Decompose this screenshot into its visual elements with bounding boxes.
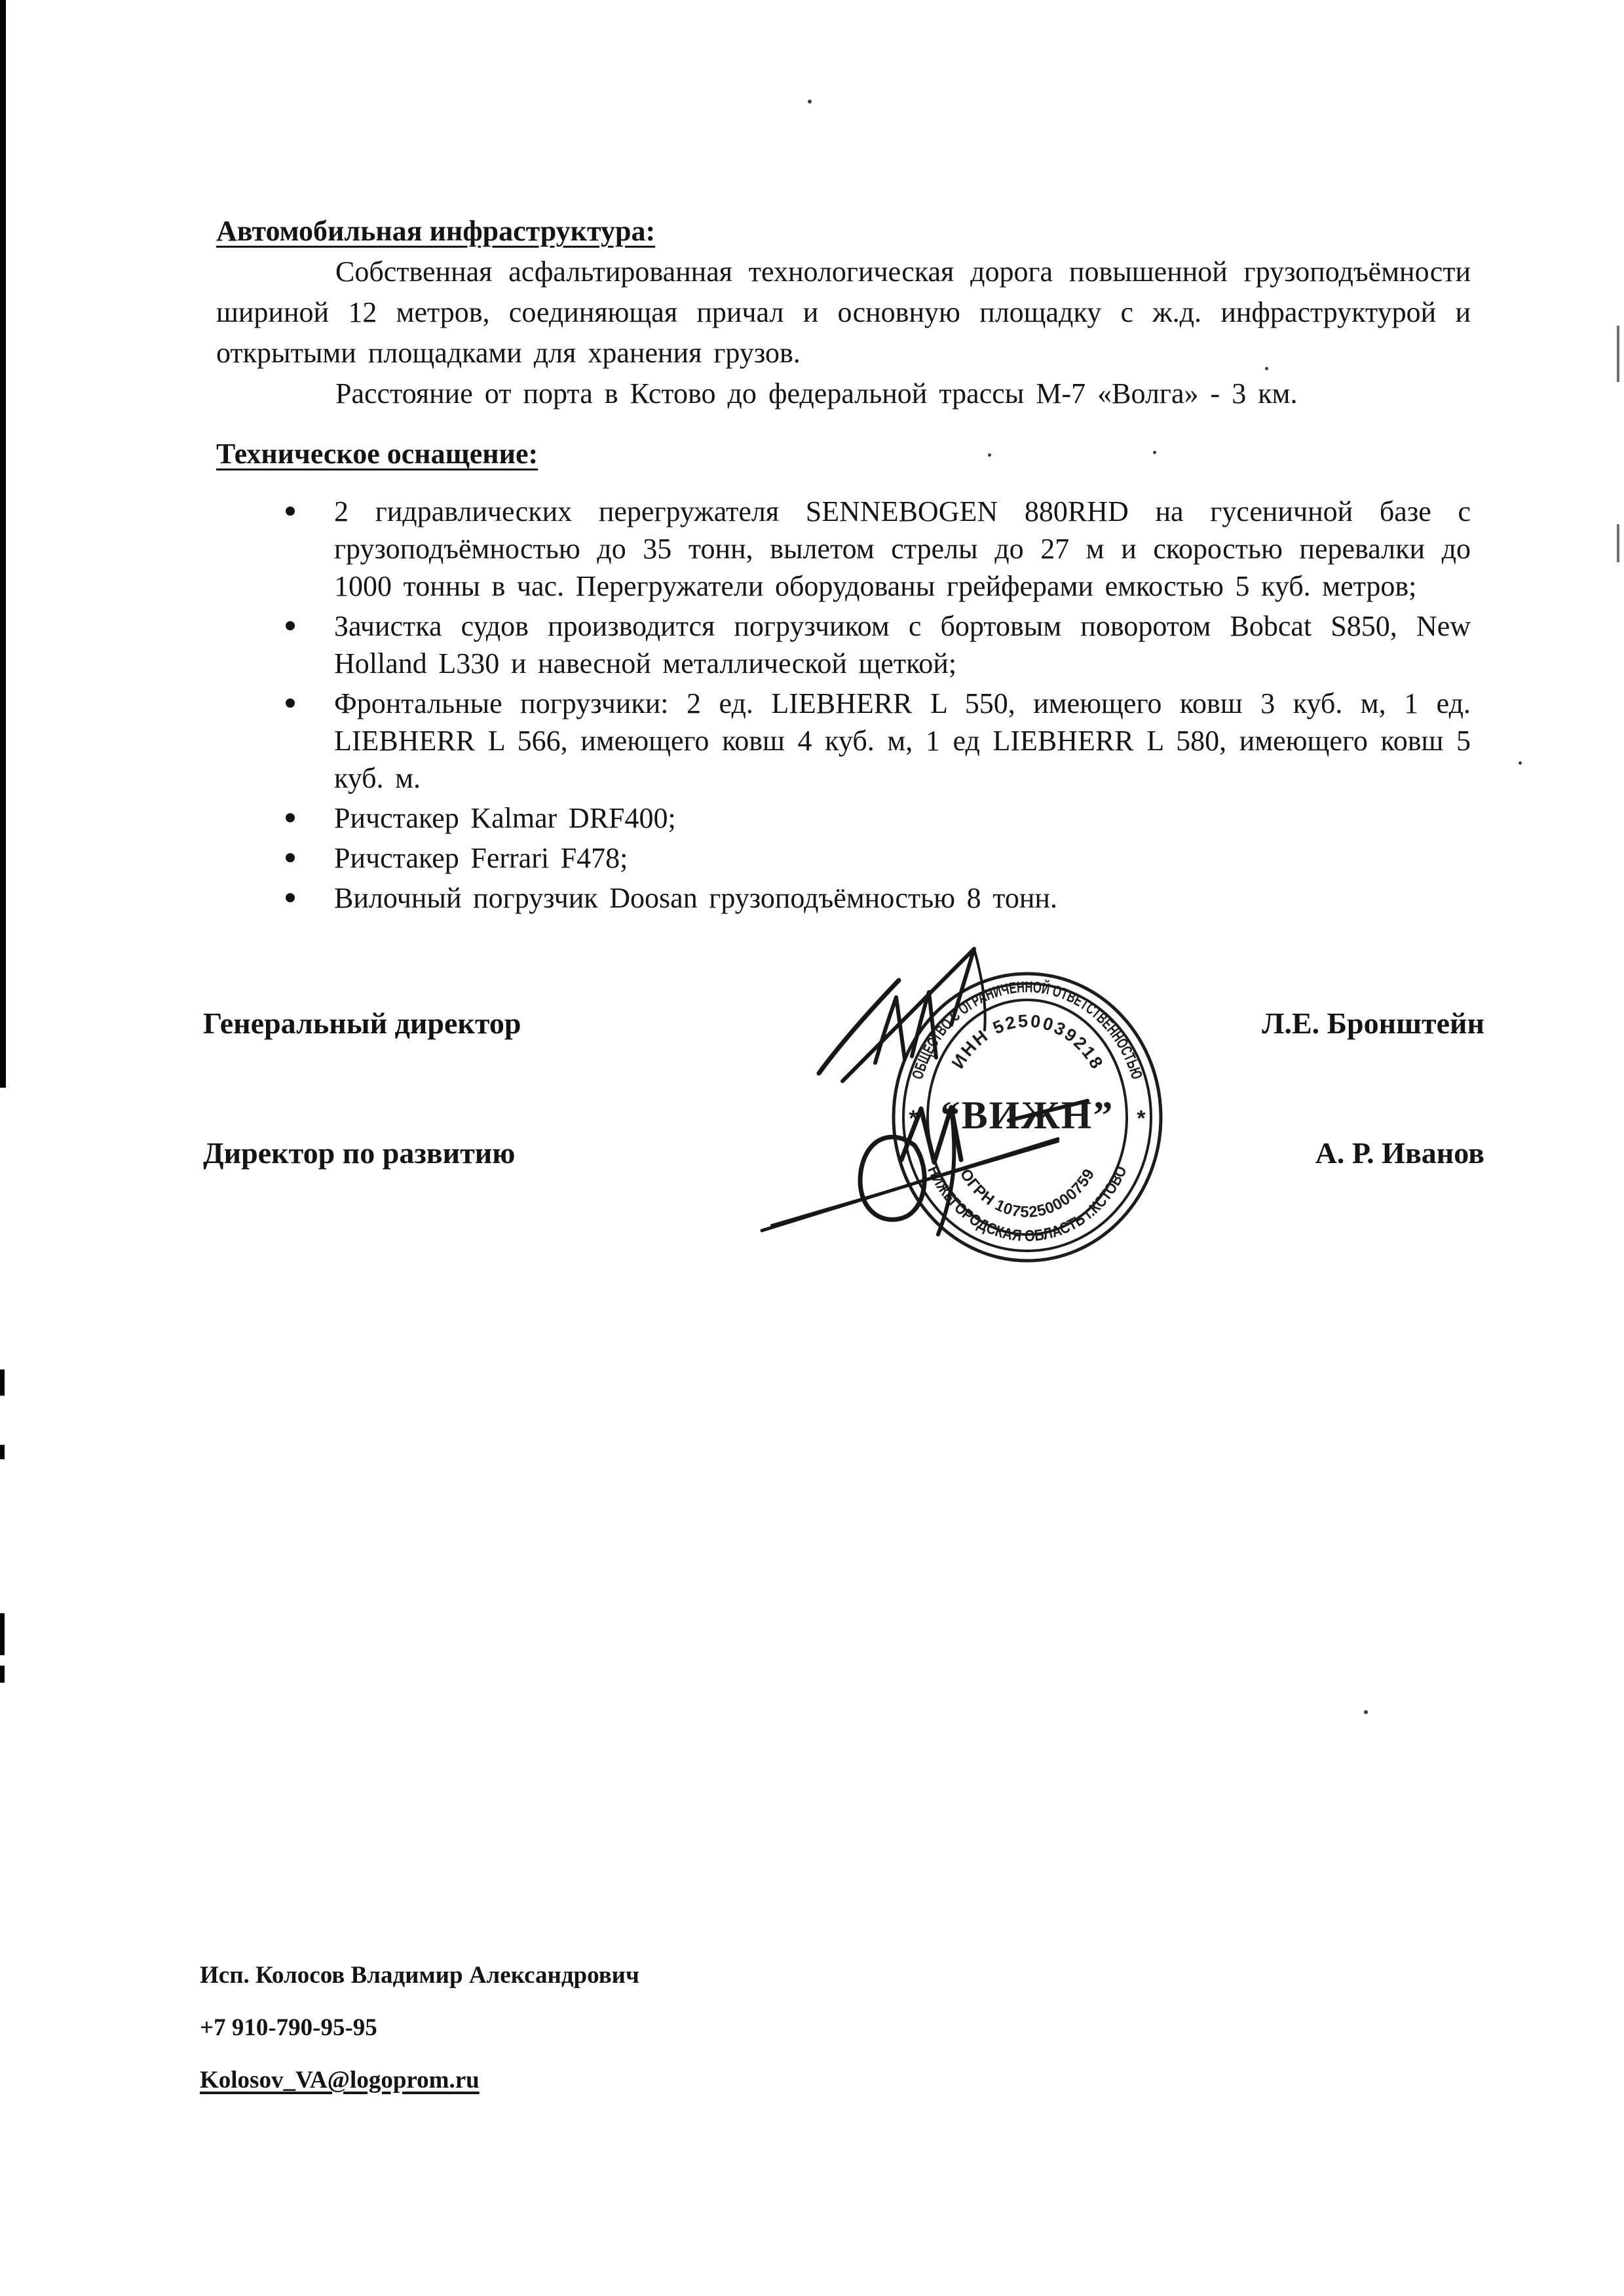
scan-edge-dash — [0, 1369, 5, 1396]
seal-ogrn-text: ОГРН 1075250000759 — [956, 1166, 1099, 1221]
seal-star-right: * — [1137, 1106, 1146, 1131]
job-title-general-director: Генеральный директор — [203, 1006, 521, 1040]
bullet-marker-icon — [286, 853, 295, 862]
equipment-item-text: Зачистка судов производится погрузчиком с бортовым поворотом Bobcat S850, New Holland L330 и навесной металлической щеткой; — [334, 610, 1471, 679]
document-body — [216, 211, 1471, 919]
distance-note: Расстояние от порта в Кстово до федеральной трассы М-7 «Волга» - 3 км. — [335, 377, 1298, 410]
bullet-marker-icon — [286, 698, 295, 708]
handwritten-signatures — [721, 885, 1192, 1291]
name-bronstein: Л.Е. Бронштейн — [1262, 1006, 1484, 1040]
list-item — [216, 493, 1471, 605]
scan-edge-dash — [0, 1666, 5, 1683]
equipment-item-text: Ричстакер Kalmar DRF400; — [334, 802, 676, 834]
executor-contact-block — [200, 1949, 639, 2107]
road-infrastructure-heading: Автомобильная инфраструктура: — [216, 215, 656, 247]
seal-outer-bottom-text: НИЖЕГОРОДСКАЯ ОБЛАСТЬ г.КСТОВО — [924, 1162, 1132, 1246]
scan-speck — [1519, 761, 1522, 765]
list-item — [216, 799, 1471, 837]
road-infrastructure-paragraph: Собственная асфальтированная технологическая дорога повышенной грузоподъёмности шириной 12 метров, соединяющая причал и основную площадку с ж.д. инфраструктурой и открытыми площадками для хранения грузов. — [216, 256, 1471, 369]
seal-star-left: * — [909, 1106, 918, 1131]
executor-email: Kolosov_VA@logoprom.ru — [200, 2067, 480, 2094]
scan-edge-dash — [1617, 326, 1619, 382]
seal-inn-text: ИНН 5250039218 — [947, 1011, 1107, 1072]
bullet-marker-icon — [286, 507, 295, 516]
scan-speck — [1364, 1710, 1368, 1714]
executor-name: Исп. Колосов Владимир Александрович — [200, 1962, 639, 1989]
seal-company-name: “ВИЖН” — [940, 1094, 1114, 1137]
signature-general-director — [819, 949, 985, 1081]
list-item — [216, 607, 1471, 682]
list-item — [216, 685, 1471, 797]
job-title-development-director: Директор по развитию — [203, 1136, 516, 1170]
scan-edge-dash — [0, 1445, 5, 1459]
name-ivanov: А. Р. Иванов — [1315, 1136, 1484, 1170]
bullet-marker-icon — [286, 621, 295, 630]
executor-phone: +7 910-790-95-95 — [200, 2014, 377, 2041]
equipment-item-text: Вилочный погрузчик Doosan грузоподъёмностью 8 тонн. — [334, 882, 1057, 914]
signature-development-director — [762, 1101, 1087, 1234]
equipment-item-text: 2 гидравлических перегружателя SENNEBOGEN 880RHD на гусеничной базе с грузоподъёмностью до 35 тонн, вылетом стрелы до 27 м и скоростью перевалки до 1000 тонны в час. Перегружатели оборудованы грейферами емкостью 5 куб. метров; — [334, 495, 1471, 602]
equipment-list — [216, 493, 1471, 917]
technical-equipment-heading: Техническое оснащение: — [216, 438, 538, 470]
equipment-item-text: Ричстакер Ferrari F478; — [334, 842, 628, 874]
scan-speck — [808, 100, 812, 104]
scan-edge-dash — [0, 1613, 5, 1655]
list-item — [216, 839, 1471, 877]
equipment-item-text: Фронтальные погрузчики: 2 ед. LIEBHERR L 550, имеющего ковш 3 куб. м, 1 ед. LIEBHERR L 566, имеющего ковш 4 куб. м, 1 ед LIEBHERR L 580, имеющего ковш 5 куб. м. — [334, 687, 1471, 794]
bullet-marker-icon — [286, 893, 295, 902]
bullet-marker-icon — [286, 813, 295, 822]
seal-outer-top-text: ОБЩЕСТВО С ОГРАНИЧЕННОЙ ОТВЕТСТВЕННОСТЬЮ — [909, 978, 1148, 1086]
scan-edge-line — [0, 0, 6, 1088]
scan-edge-dash — [1617, 524, 1619, 562]
